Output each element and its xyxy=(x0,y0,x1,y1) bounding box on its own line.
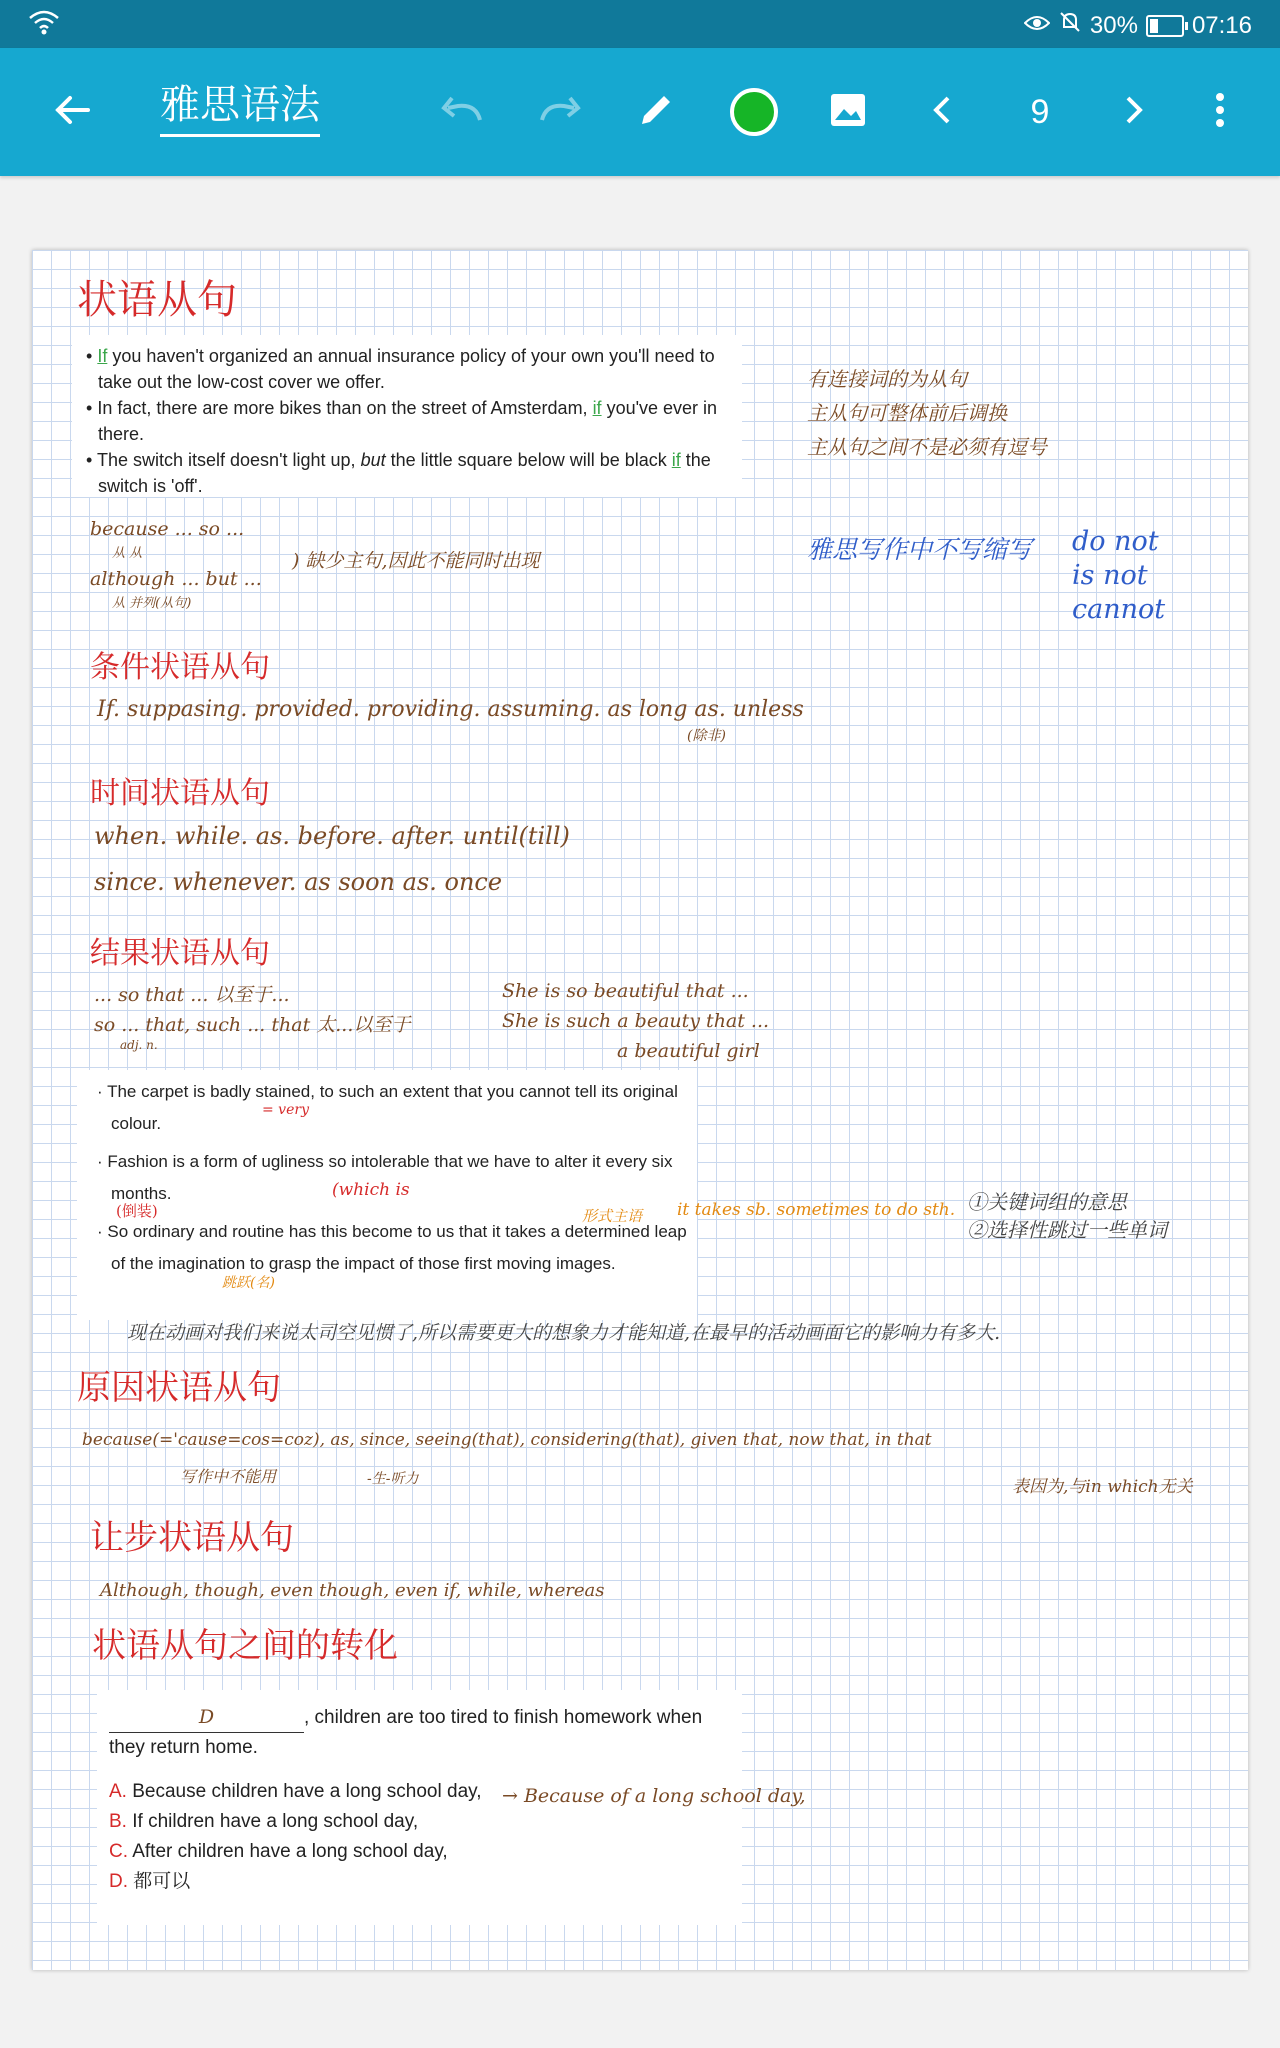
option-b-letter: B. xyxy=(109,1811,127,1832)
she-example-2: She is such a beauty that ... xyxy=(502,1010,770,1032)
option-b xyxy=(109,1807,730,1837)
result-row-1: ... so that ... 以至于... xyxy=(94,984,290,1006)
she-example-3: a beautiful girl xyxy=(617,1040,760,1062)
option-d-letter: D. xyxy=(109,1871,128,1892)
prev-page-button[interactable] xyxy=(910,48,974,176)
time-words-2: since. whenever. as soon as. once xyxy=(94,868,503,896)
heading-concession: 让步状语从句 xyxy=(90,1518,294,1558)
image-icon xyxy=(829,92,867,132)
bullet-3-text-mid: the little square below will be black xyxy=(385,450,672,470)
emphasis-but: but xyxy=(360,450,386,470)
undo-icon xyxy=(440,96,484,128)
side-notes xyxy=(807,362,1047,464)
option-c-letter: C. xyxy=(109,1841,128,1862)
keyword-if: if xyxy=(671,450,681,470)
redo-button[interactable] xyxy=(528,48,592,176)
result-example-3: · So ordinary and routine has this become to us that it takes a determined leap of the imagination to grasp the impact of those first moving images. xyxy=(97,1222,687,1273)
redo-icon xyxy=(538,96,582,128)
more-vertical-icon xyxy=(1215,92,1225,132)
back-button[interactable] xyxy=(40,48,104,176)
chevron-right-icon xyxy=(1124,95,1144,129)
note-page[interactable] xyxy=(32,250,1248,1970)
although-but-sub: 从 并列(从句) xyxy=(112,596,192,611)
battery-icon xyxy=(1146,15,1184,37)
heading-conversion: 状语从句之间的转化 xyxy=(92,1626,398,1666)
although-but: although ... but ... xyxy=(90,568,262,590)
result-row-2-sub: adj. n. xyxy=(120,1038,158,1052)
result-example-1-text: The carpet is badly stained, to such an extent that you cannot tell its original colour. xyxy=(107,1082,678,1133)
bullet-1: • If you haven't organized an annual insurance policy of your own you'll need to take out the low-cost cover we offer. xyxy=(86,346,715,392)
concession-words: Although, though, even though, even if, while, whereas xyxy=(100,1580,605,1601)
result-example-3-text: So ordinary and routine has this become to us that it takes a determined leap of the imagination to grasp the impact of those first moving images. xyxy=(107,1222,687,1273)
side-note-1: 有连接词的为从句 xyxy=(807,367,967,391)
bullet-3-text-end: the switch is 'off'. xyxy=(98,450,711,496)
bullet-2-text: In fact, there are more bikes than on the street of Amsterdam, xyxy=(97,398,593,418)
question-stem xyxy=(109,1702,730,1763)
because-note-text: 缺少主句,因此不能同时出现 xyxy=(305,550,540,572)
option-d-text: 都可以 xyxy=(133,1871,191,1892)
result-row-2: so ... that, such ... that 太...以至于 xyxy=(94,1014,411,1036)
heading-time: 时间状语从句 xyxy=(90,776,270,811)
no-abbreviation-note: 雅思写作中不写缩写 xyxy=(807,535,1033,564)
chinese-translation: 现在动画对我们来说太司空见惯了,所以需要更大的想象力才能知道,在最早的活动画面它的影响力有多大. xyxy=(127,1322,1001,1344)
keyword-if: If xyxy=(97,346,108,366)
option-a-text: Because children have a long school day, xyxy=(132,1781,482,1802)
option-a-note: → Because of a long school day, xyxy=(502,1785,806,1807)
notebook-title[interactable]: 雅思语法 xyxy=(160,84,320,137)
form-is-not: is not xyxy=(1072,560,1148,591)
heading-result: 结果状语从句 xyxy=(90,936,270,971)
arrow-left-icon xyxy=(54,94,90,130)
undo-button[interactable] xyxy=(430,48,494,176)
result-example-2: · Fashion is a form of ugliness so intolerable that we have to alter it every six months. xyxy=(97,1152,673,1203)
it-takes-note: it takes sb. sometimes to do sth. xyxy=(677,1200,956,1220)
clock: 07:16 xyxy=(1191,11,1252,39)
bullet-1-text: you haven't organized an annual insurance policy of your own you'll need to take out the low-cost cover we offer. xyxy=(98,346,715,392)
insert-image-button[interactable] xyxy=(816,48,880,176)
form-do-not: do not xyxy=(1072,526,1159,557)
wifi-icon xyxy=(28,10,60,43)
chevron-left-icon xyxy=(932,95,952,129)
more-menu-button[interactable] xyxy=(1188,48,1252,176)
option-c xyxy=(109,1837,730,1867)
reason-note-2: -生-听力 xyxy=(367,1471,419,1487)
page-number: 9 xyxy=(1030,92,1050,131)
color-swatch xyxy=(730,88,778,136)
question-box xyxy=(97,1690,742,1925)
heading-condition: 条件状语从句 xyxy=(90,650,270,685)
condition-words: If. suppasing. provided. providing. assuming. as long as. unless xyxy=(97,697,804,722)
option-d xyxy=(109,1867,730,1897)
answer-blank: D xyxy=(109,1702,304,1733)
side-note-3: 主从句之间不是必须有逗号 xyxy=(807,435,1047,459)
heading-adverbial-clause: 状语从句 xyxy=(77,277,237,323)
pencil-icon xyxy=(636,90,676,134)
unless-note: (除非) xyxy=(687,728,726,744)
reason-note-3: 表因为,与in which无关 xyxy=(1012,1477,1193,1497)
very-note: = very xyxy=(262,1102,309,1118)
reason-note-1: 写作中不能用 xyxy=(180,1467,277,1486)
reason-words: because(='cause=cos=coz), as, since, seeing(that), considering(that), given that, now that, in that xyxy=(82,1430,932,1450)
inversion-note: (倒装) xyxy=(116,1202,158,1220)
full-forms xyxy=(1072,525,1165,627)
because-note: ) 缺少主句,因此不能同时出现 xyxy=(292,550,540,572)
tip-1: ①关键词组的意思 xyxy=(967,1190,1127,1214)
because-so: because ... so ... xyxy=(90,518,245,540)
bullet-2: • In fact, there are more bikes than on the street of Amsterdam, if you've ever in there. xyxy=(86,398,718,444)
status-bar xyxy=(0,0,1280,48)
leap-note: 跳跃(名) xyxy=(222,1275,275,1291)
which-is-note: (which is xyxy=(332,1180,410,1200)
example-box-1 xyxy=(72,335,742,497)
toolbar xyxy=(0,48,1280,176)
result-example-2-text: Fashion is a form of ugliness so intolerable that we have to alter it every six months. xyxy=(107,1152,673,1203)
pen-button[interactable] xyxy=(624,48,688,176)
time-words-1: when. while. as. before. after. until(till) xyxy=(94,822,570,850)
mute-bell-icon xyxy=(1058,10,1082,41)
result-example-1: · The carpet is badly stained, to such an extent that you cannot tell its original colour. xyxy=(97,1082,678,1133)
next-page-button[interactable] xyxy=(1102,48,1166,176)
side-note-2: 主从句可整体前后调换 xyxy=(807,401,1007,425)
question-stem-text: , children are too tired to finish homework when they return home. xyxy=(109,1707,703,1758)
option-b-text: If children have a long school day, xyxy=(132,1811,419,1832)
bullet-3: • The switch itself doesn't light up, but the little square below will be black if the switch is 'off'. xyxy=(86,450,711,496)
reading-tips xyxy=(967,1188,1167,1244)
option-a-letter: A. xyxy=(109,1781,127,1802)
because-so-sub: 从 从 xyxy=(112,546,143,561)
she-example-1: She is so beautiful that ... xyxy=(502,980,749,1002)
eye-icon xyxy=(1024,12,1050,40)
keyword-if: if xyxy=(592,398,602,418)
bullet-3-text: The switch itself doesn't light up, xyxy=(96,450,361,470)
heading-reason: 原因状语从句 xyxy=(77,1368,281,1408)
bullet-2-text-end: you've ever in there. xyxy=(98,398,718,444)
form-cannot: cannot xyxy=(1072,594,1166,625)
battery-percent: 30% xyxy=(1089,11,1138,39)
pen-color-button[interactable] xyxy=(722,48,786,176)
tip-2: ②选择性跳过一些单词 xyxy=(967,1218,1167,1242)
option-c-text: After children have a long school day, xyxy=(132,1841,448,1862)
formal-subject-note: 形式主语 xyxy=(582,1207,643,1225)
